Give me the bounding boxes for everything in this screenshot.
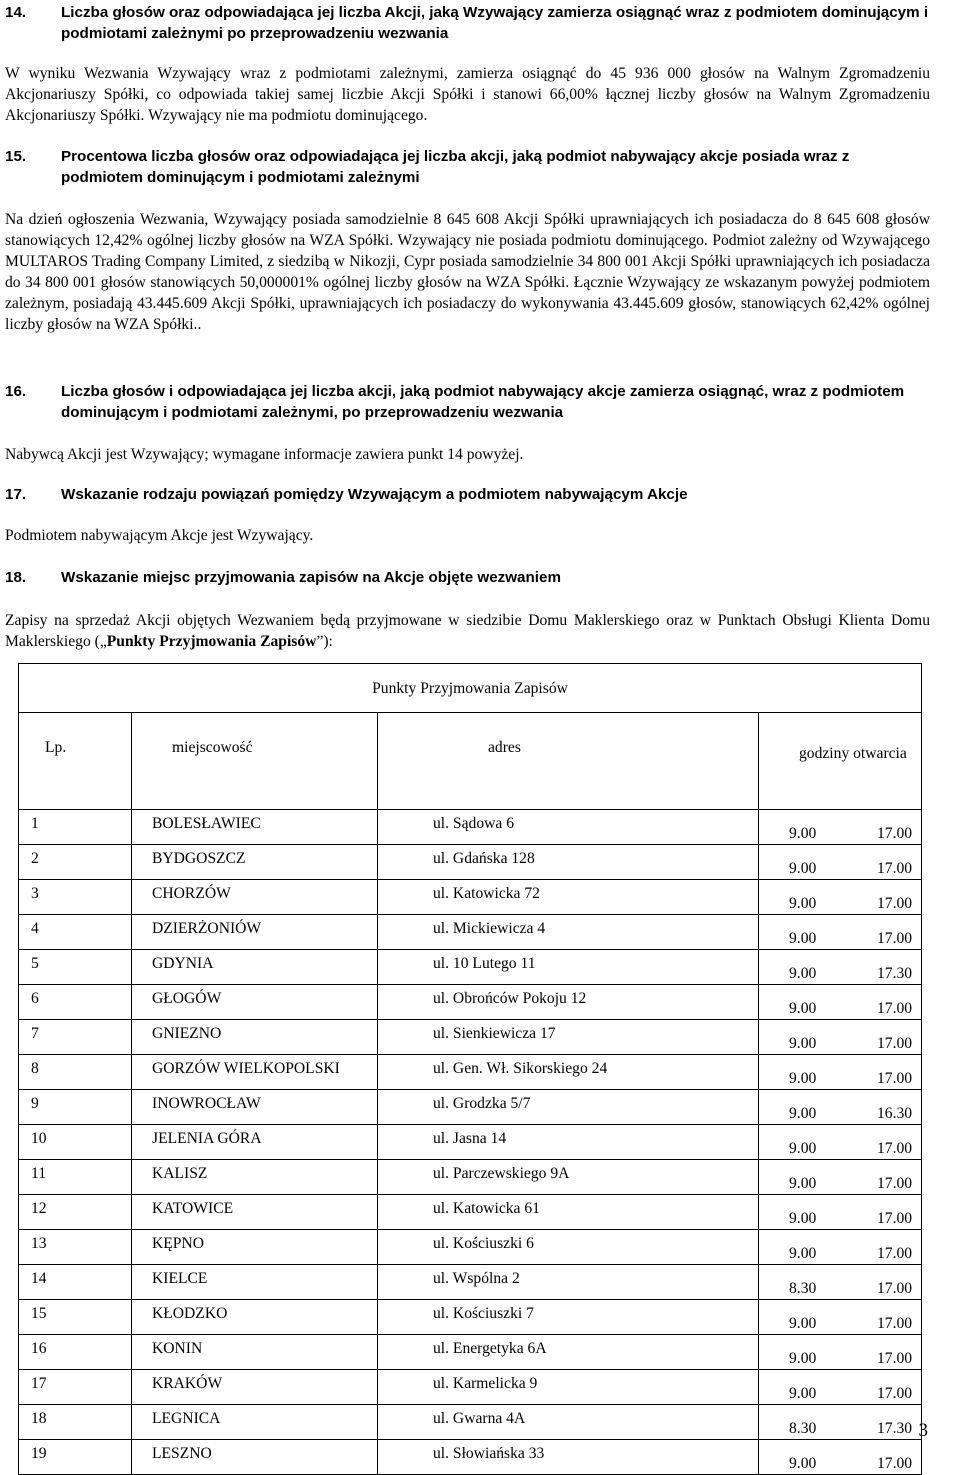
- opening-time: 9.00: [789, 1070, 817, 1087]
- cell-lp: 7: [19, 1020, 132, 1055]
- cell-address: ul. Katowicka 61: [378, 1195, 759, 1230]
- cell-city: KĘPNO: [132, 1230, 378, 1265]
- cell-lp: 17: [19, 1370, 132, 1405]
- submission-points-table: [18, 663, 922, 1475]
- header-hours: godziny otwarcia: [759, 713, 922, 810]
- table-title: Punkty Przyjmowania Zapisów: [19, 664, 922, 713]
- opening-time: 9.00: [789, 1385, 817, 1402]
- opening-time: 9.00: [789, 1000, 817, 1017]
- cell-address: ul. Katowicka 72: [378, 880, 759, 915]
- cell-address: ul. Kościuszki 6: [378, 1230, 759, 1265]
- closing-time: 17.00: [877, 895, 913, 912]
- body-text-end: ”):: [316, 633, 333, 650]
- cell-hours: [759, 1090, 922, 1125]
- cell-address: ul. Sądowa 6: [378, 810, 759, 845]
- cell-city: DZIERŻONIÓW: [132, 915, 378, 950]
- table-row: [19, 1125, 922, 1160]
- cell-city: LEGNICA: [132, 1405, 378, 1440]
- section-title: Wskazanie miejsc przyjmowania zapisów na Akcje objęte wezwaniem: [61, 569, 561, 586]
- cell-lp: 3: [19, 880, 132, 915]
- opening-time: 9.00: [789, 1035, 817, 1052]
- cell-hours: [759, 985, 922, 1020]
- body-text: Zapisy na sprzedaż Akcji objętych Wezwaniem będą przyjmowane w siedzibie Domu Maklerskiego oraz w Punktach Obsługi Klienta Domu Maklerskiego („: [5, 612, 930, 650]
- cell-address: ul. Kościuszki 7: [378, 1300, 759, 1335]
- cell-city: JELENIA GÓRA: [132, 1125, 378, 1160]
- opening-time: 9.00: [789, 1245, 817, 1262]
- cell-hours: [759, 1020, 922, 1055]
- table-row: [19, 1230, 922, 1265]
- cell-city: GŁOGÓW: [132, 985, 378, 1020]
- cell-hours: [759, 1335, 922, 1370]
- closing-time: 17.00: [877, 1070, 913, 1087]
- section-body: Podmiotem nabywającym Akcje jest Wzywający.: [5, 527, 314, 544]
- cell-address: ul. Gdańska 128: [378, 845, 759, 880]
- cell-city: KONIN: [132, 1335, 378, 1370]
- section-body: W wyniku Wezwania Wzywający wraz z podmiotami zależnymi, zamierza osiągnąć do 45 936 000 głosów na Walnym Zgromadzeniu Akcjonariuszy Spółki, co odpowiada takiej samej liczbie Akcji Spółki i stanowi 66,00% łącznej liczby głosów na Walnym Zgromadzeniu Akcjonariuszy Spółki. Wzywający nie ma podmiotu dominującego.: [5, 65, 930, 124]
- cell-address: ul. Parczewskiego 9A: [378, 1160, 759, 1195]
- table-row: [19, 1020, 922, 1055]
- section-heading: [5, 381, 930, 423]
- cell-hours: [759, 915, 922, 950]
- cell-hours: [759, 810, 922, 845]
- section-title: Wskazanie rodzaju powiązań pomiędzy Wzywającym a podmiotem nabywającym Akcje: [61, 486, 688, 503]
- cell-address: ul. 10 Lutego 11: [378, 950, 759, 985]
- opening-time: 9.00: [789, 860, 817, 877]
- opening-time: 9.00: [789, 895, 817, 912]
- table-row: [19, 880, 922, 915]
- table-row: [19, 1055, 922, 1090]
- closing-time: 17.00: [877, 1140, 913, 1157]
- table-title-row: [19, 664, 922, 713]
- section-heading: [5, 484, 930, 505]
- cell-city: KRAKÓW: [132, 1370, 378, 1405]
- cell-city: BOLESŁAWIEC: [132, 810, 378, 845]
- opening-time: 9.00: [789, 1140, 817, 1157]
- section-number: 16.: [5, 383, 27, 400]
- cell-hours: [759, 1370, 922, 1405]
- cell-hours: [759, 1160, 922, 1195]
- table-row: [19, 1090, 922, 1125]
- section-heading: [5, 146, 930, 188]
- cell-address: ul. Sienkiewicza 17: [378, 1020, 759, 1055]
- cell-city: KATOWICE: [132, 1195, 378, 1230]
- cell-address: ul. Gen. Wł. Sikorskiego 24: [378, 1055, 759, 1090]
- opening-time: 9.00: [789, 825, 817, 842]
- cell-address: ul. Karmelicka 9: [378, 1370, 759, 1405]
- page-number: 3: [918, 1420, 928, 1441]
- closing-time: 17.00: [877, 1035, 913, 1052]
- section-title: Procentowa liczba głosów oraz odpowiadająca jej liczba akcji, jaką podmiot nabywający akcje posiada wraz z podmiotem dominującym i podmiotami zależnymi: [61, 148, 850, 186]
- cell-city: INOWROCŁAW: [132, 1090, 378, 1125]
- cell-lp: 9: [19, 1090, 132, 1125]
- cell-hours: [759, 1230, 922, 1265]
- closing-time: 17.00: [877, 1000, 913, 1017]
- header-lp: Lp.: [19, 713, 132, 810]
- cell-city: KIELCE: [132, 1265, 378, 1300]
- cell-lp: 18: [19, 1405, 132, 1440]
- opening-time: 8.30: [789, 1280, 817, 1297]
- closing-time: 17.00: [877, 825, 913, 842]
- header-address: adres: [378, 713, 759, 810]
- table-row: [19, 1160, 922, 1195]
- section-heading: [5, 2, 930, 44]
- cell-lp: 6: [19, 985, 132, 1020]
- cell-address: ul. Mickiewicza 4: [378, 915, 759, 950]
- closing-time: 17.00: [877, 1175, 913, 1192]
- cell-hours: [759, 1405, 922, 1440]
- section-16: [5, 381, 930, 465]
- closing-time: 17.00: [877, 1245, 913, 1262]
- opening-time: 9.00: [789, 1350, 817, 1367]
- closing-time: 17.30: [877, 1420, 913, 1437]
- section-title: Liczba głosów oraz odpowiadająca jej liczba Akcji, jaką Wzywający zamierza osiągnąć wraz z podmiotem dominującym i podmiotami zależnymi po przeprowadzeniu wezwania: [61, 4, 929, 42]
- cell-address: ul. Jasna 14: [378, 1125, 759, 1160]
- cell-lp: 12: [19, 1195, 132, 1230]
- cell-address: ul. Obrońców Pokoju 12: [378, 985, 759, 1020]
- cell-address: ul. Energetyka 6A: [378, 1335, 759, 1370]
- table-row: [19, 1370, 922, 1405]
- closing-time: 17.00: [877, 1315, 913, 1332]
- closing-time: 17.00: [877, 930, 913, 947]
- table-row: [19, 1300, 922, 1335]
- cell-city: GDYNIA: [132, 950, 378, 985]
- table-row: [19, 1265, 922, 1300]
- cell-city: CHORZÓW: [132, 880, 378, 915]
- section-number: 17.: [5, 486, 27, 503]
- section-18: [5, 567, 930, 652]
- table-row: [19, 1405, 922, 1440]
- cell-lp: 16: [19, 1335, 132, 1370]
- cell-city: GNIEZNO: [132, 1020, 378, 1055]
- closing-time: 17.00: [877, 1385, 913, 1402]
- cell-city: KALISZ: [132, 1160, 378, 1195]
- closing-time: 17.30: [877, 965, 913, 982]
- cell-lp: 1: [19, 810, 132, 845]
- table-body: [19, 810, 922, 1475]
- body-strong-text: Punkty Przyjmowania Zapisów: [106, 633, 317, 650]
- closing-time: 16.30: [877, 1105, 913, 1122]
- section-number: 15.: [5, 148, 27, 165]
- cell-address: ul. Wspólna 2: [378, 1265, 759, 1300]
- section-15: [5, 146, 930, 335]
- table-row: [19, 915, 922, 950]
- opening-time: 9.00: [789, 965, 817, 982]
- section-title: Liczba głosów i odpowiadająca jej liczba akcji, jaką podmiot nabywający akcje zamierza osiągnąć, wraz z podmiotem dominującym i podmiotami zależnymi, po przeprowadzeniu wezwania: [61, 383, 905, 421]
- cell-lp: 13: [19, 1230, 132, 1265]
- cell-hours: [759, 1125, 922, 1160]
- section-body: Na dzień ogłoszenia Wezwania, Wzywający posiada samodzielnie 8 645 608 Akcji Spółki uprawniających ich posiadacza do 8 645 608 głosów stanowiących 12,42% ogólnej liczby głosów na WZA Spółki. Wzywający nie posiada podmiotu dominującego. Podmiot zależny od Wzywającego MULTAROS Trading Company Limited, z siedzibą w Nikozji, Cypr posiada samodzielnie 34 800 001 Akcji Spółki uprawniających ich posiadacza do 34 800 001 głosów stanowiących 50,000001% ogólnej liczby głosów na WZA Spółki. Łącznie Wzywający ze wskazanym powyżej podmiotem zależnym, posiadają 43.445.609 Akcji Spółki, uprawniających ich posiadaczy do wykonywania 43.445.609 głosów, stanowiących 62,42% ogólnej liczby głosów na WZA Spółki..: [5, 211, 930, 333]
- cell-lp: 11: [19, 1160, 132, 1195]
- cell-hours: [759, 1300, 922, 1335]
- cell-lp: 4: [19, 915, 132, 950]
- table-row: [19, 1195, 922, 1230]
- opening-time: 9.00: [789, 1210, 817, 1227]
- table-row: [19, 950, 922, 985]
- section-17: [5, 484, 930, 546]
- closing-time: 17.00: [877, 1280, 913, 1297]
- section-body: Nabywcą Akcji jest Wzywający; wymagane informacje zawiera punkt 14 powyżej.: [5, 446, 524, 463]
- closing-time: 17.00: [877, 1210, 913, 1227]
- cell-hours: [759, 845, 922, 880]
- cell-hours: [759, 1195, 922, 1230]
- cell-city: GORZÓW WIELKOPOLSKI: [132, 1055, 378, 1090]
- header-city: miejscowość: [132, 713, 378, 810]
- cell-hours: [759, 880, 922, 915]
- cell-address: ul. Grodzka 5/7: [378, 1090, 759, 1125]
- cell-lp: 5: [19, 950, 132, 985]
- cell-city: KŁODZKO: [132, 1300, 378, 1335]
- opening-time: 9.00: [789, 1105, 817, 1122]
- table-row: [19, 1335, 922, 1370]
- cell-city: LESZNO: [132, 1440, 378, 1475]
- closing-time: 17.00: [877, 1350, 913, 1367]
- cell-lp: 14: [19, 1265, 132, 1300]
- table-row: [19, 845, 922, 880]
- table-row: [19, 1440, 922, 1475]
- opening-time: 9.00: [789, 1455, 817, 1472]
- cell-lp: 19: [19, 1440, 132, 1475]
- cell-lp: 8: [19, 1055, 132, 1090]
- section-14: [5, 2, 930, 126]
- cell-lp: 15: [19, 1300, 132, 1335]
- cell-hours: [759, 1055, 922, 1090]
- cell-address: ul. Słowiańska 33: [378, 1440, 759, 1475]
- cell-address: ul. Gwarna 4A: [378, 1405, 759, 1440]
- cell-lp: 2: [19, 845, 132, 880]
- closing-time: 17.00: [877, 1455, 913, 1472]
- cell-city: BYDGOSZCZ: [132, 845, 378, 880]
- cell-hours: [759, 950, 922, 985]
- cell-lp: 10: [19, 1125, 132, 1160]
- section-body: [5, 610, 930, 652]
- cell-hours: [759, 1440, 922, 1475]
- table-header-row: [19, 713, 922, 810]
- section-heading: [5, 567, 930, 588]
- table-row: [19, 985, 922, 1020]
- opening-time: 9.00: [789, 930, 817, 947]
- closing-time: 17.00: [877, 860, 913, 877]
- cell-hours: [759, 1265, 922, 1300]
- table-row: [19, 810, 922, 845]
- opening-time: 9.00: [789, 1175, 817, 1192]
- opening-time: 9.00: [789, 1315, 817, 1332]
- section-number: 14.: [5, 4, 27, 21]
- opening-time: 8.30: [789, 1420, 817, 1437]
- section-number: 18.: [5, 569, 27, 586]
